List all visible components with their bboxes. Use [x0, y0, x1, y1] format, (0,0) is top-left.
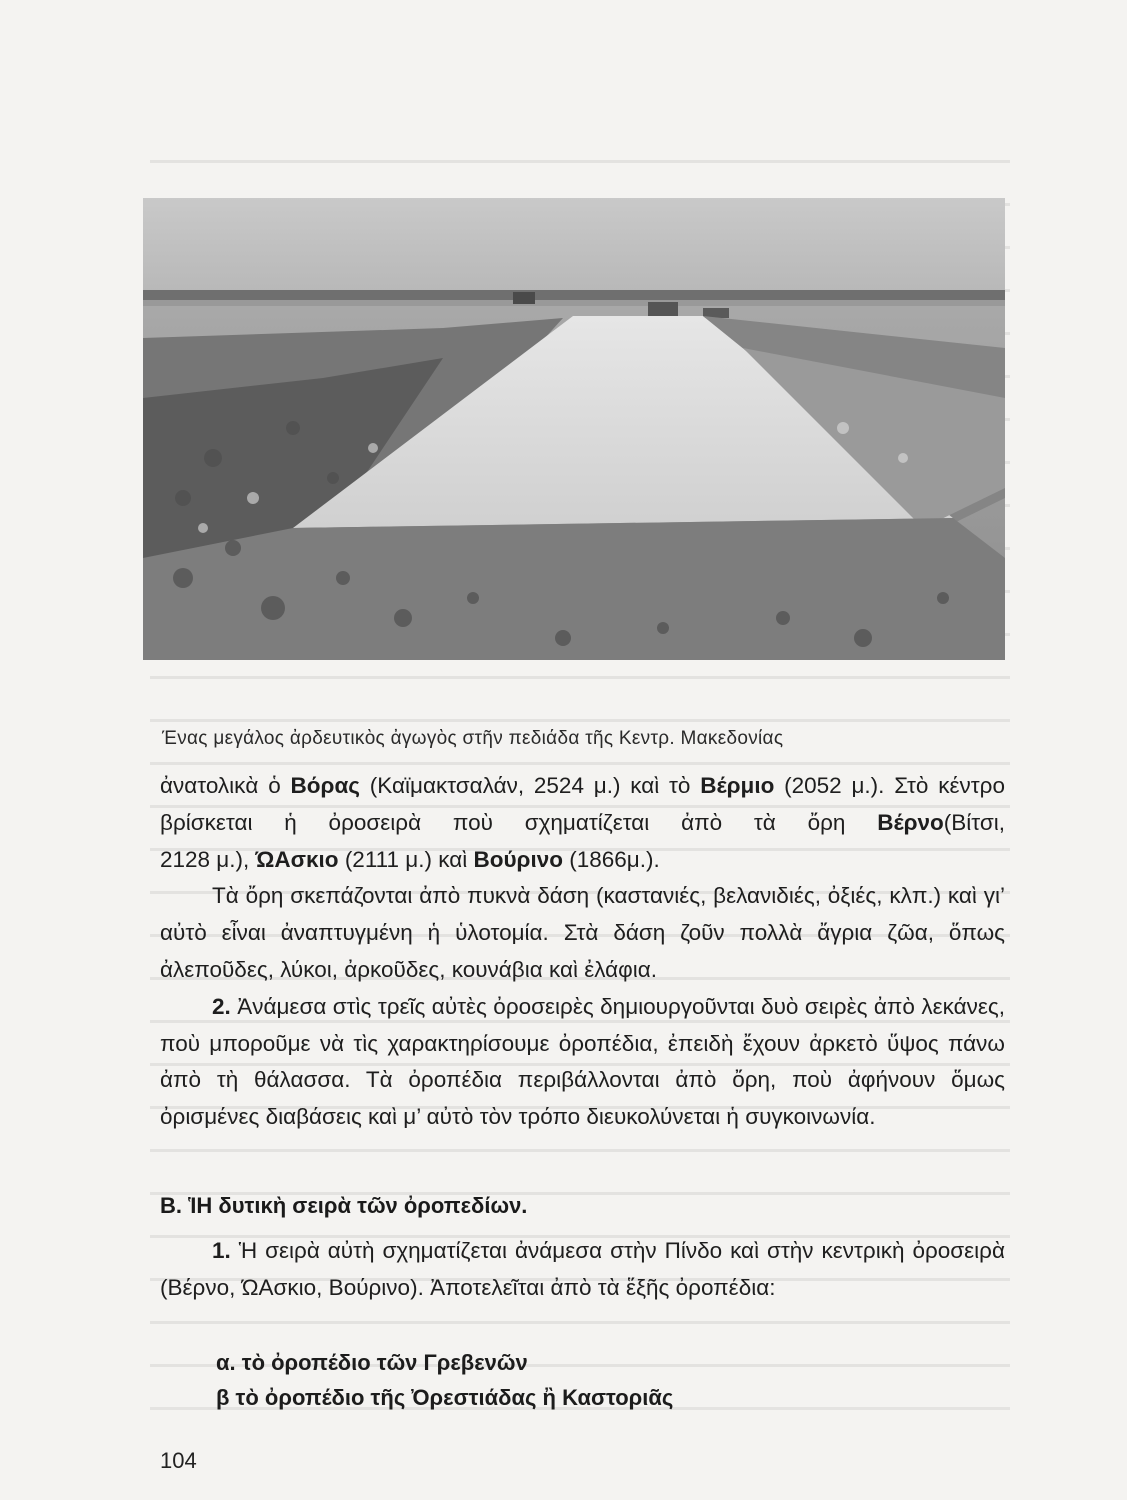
body-text [160, 768, 1005, 1136]
paragraph-3: 2. Ἀνάμεσα στὶς τρεῖς αὐτὲς ὀροσειρὲς δημιουργοῦνται δυὸ σειρὲς ἀπὸ λεκάνες, ποὺ μποροῦμε νὰ τὶς χαρακτηρίσουμε ὀροπέδια, ἐπειδὴ ἔχουν ἀρκετὸ ὕψος πάνω ἀπὸ τὴ θάλασσα. Τὰ ὀροπέδια περιβάλλονται ἀπὸ ὄρη, ποὺ ἀφήνουν ὅμως ὀρισμένες διαβάσεις καὶ μ’ αὐτὸ τὸν τρόπο διευκολύνεται ἡ συγκοινωνία. [160, 993, 1005, 1130]
plateau-item-b: β τὸ ὀροπέδιο τῆς Ὀρεστιάδας ἢ Καστοριᾶς [216, 1385, 674, 1410]
figure-caption: Ένας μεγάλος ἀρδευτικὸς ἀγωγὸς στῆν πεδιάδα τῆς Κεντρ. Μακεδονίας [162, 728, 784, 749]
paragraph-2: Τὰ ὄρη σκεπάζονται ἀπὸ πυκνὰ δάση (καστανιές, βελανιδιές, ὀξιές, κλπ.) καὶ γι’ αὐτὸ εἶναι ἀναπτυγμένη ἡ ὑλοτομία. Στὰ δάση ζοῦν πολλὰ ἄγρια ζῶα, ὅπως ἀλεποῦδες, λύκοι, ἀρκοῦδες, κουνάβια καὶ ἐλάφια. [160, 883, 1005, 982]
paragraph-1-end: 2128 μ.), ΏΑσκιο (2111 μ.) καὶ Βούρινο (1866μ.). [160, 846, 660, 872]
paragraph-1: ἀνατολικὰ ὁ Βόρας (Καϊμακτσαλάν, 2524 μ.) καὶ τὸ Βέρμιο (2052 μ.). Στὸ κέντρο βρίσκεται ἡ ὀροσειρὰ ποὺ σχηματίζεται ἀπὸ τὰ ὄρη Βέρνο(Βίτσι, [160, 773, 1005, 835]
section-b-paragraph: 1. Ἡ σειρὰ αὐτὴ σχηματίζεται ἀνάμεσα στὴν Πίνδο καὶ στὴν κεντρικὴ ὀροσειρὰ (Βέρνο, ΏΑσκιο, Βούρινο). Ἀποτελεῖται ἀπὸ τὰ ἕξῆς ὀροπέδια: [160, 1238, 1005, 1300]
section-b-text [160, 1233, 1005, 1307]
irrigation-channel-photo [143, 198, 1005, 660]
page-number: 104 [160, 1448, 197, 1473]
plateau-item-a: α. τὸ ὀροπέδιο τῶν Γρεβενῶν [216, 1350, 528, 1375]
section-heading: Β. ἹΗ δυτικὴ σειρὰ τῶν ὀροπεδίων. [160, 1193, 528, 1218]
